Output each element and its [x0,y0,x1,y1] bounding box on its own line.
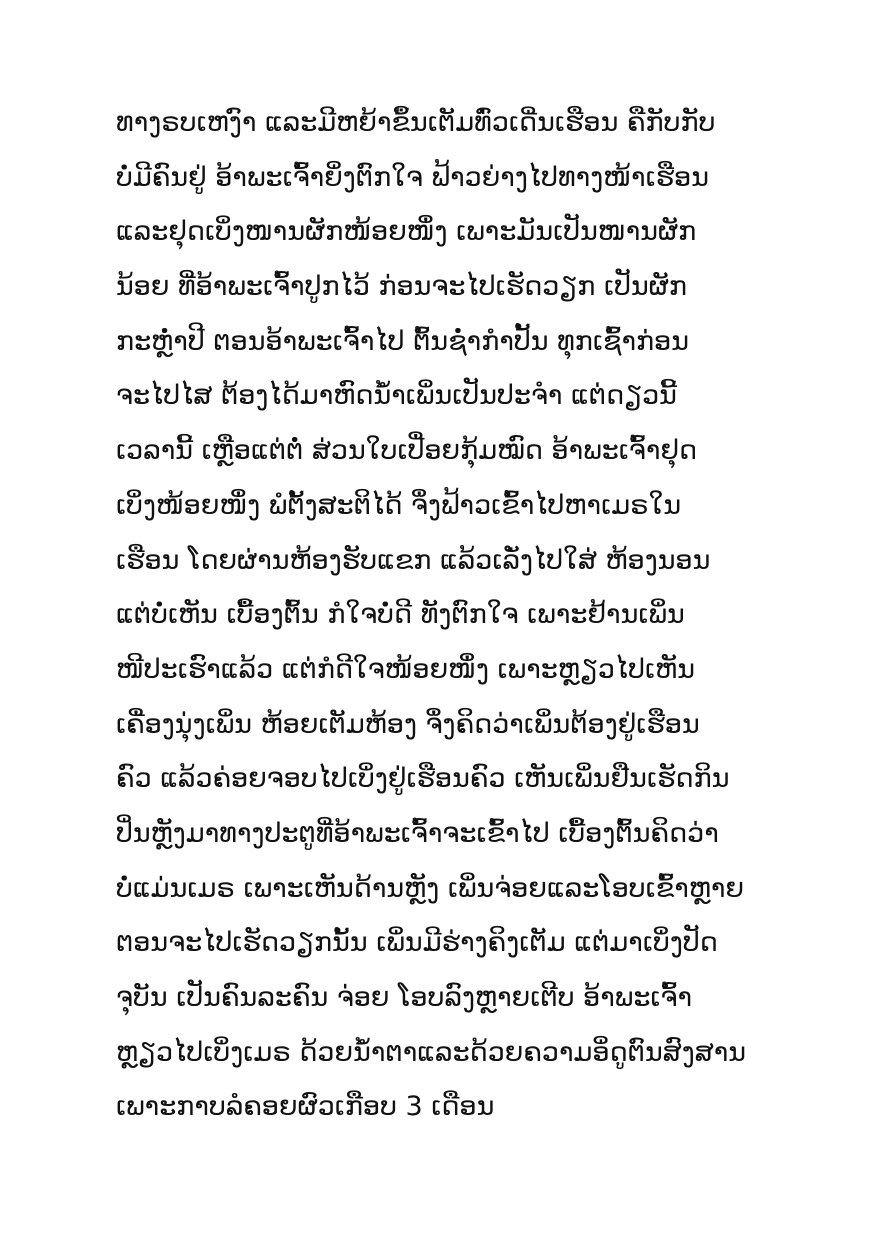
text-line-4: ນ້ອຍ ທີ່ອ້າພະເຈົ້າປູກໄວ້ ກ່ອນຈະໄປເຮັດວຽກ ເປັນຜັກ [116,271,687,303]
text-line-11: ໜີປະເຮົາແລ້ວ ແຕ່ກໍດີໃຈໜ້ອຍໜຶ່ງ ເພາະຫຼຽວໄປເຫັນ [116,653,696,685]
text-line-14: ປິ່ນຫຼັງມາທາງປະຕູທີ່ອ້າພະເຈົ້າຈະເຂົ້າໄປ ເບື້ອງຕົ້ນຄິດວ່າ [116,817,719,849]
body-text [116,96,756,1135]
text-line-2: ບໍ່ມີຄົນຢູ່ ອ້າພະເຈົ້າຍິ່ງຕົກໃຈ ຟ້າວຍ່າງໄປທາງໜ້າເຮືອນ [116,161,710,193]
text-line-12: ເຄື່ອງນຸ່ງເພິ່ນ ຫ້ອຍເຕັມຫ້ອງ ຈຶ່ງຄິດວ່າເພິ່ນຕ້ອງຢູ່ເຮືອນ [116,708,700,740]
text-line-8: ເບິ່ງໜ້ອຍໜຶ່ງ ພໍຕັ້ງສະຕິໄດ້ ຈຶ່ງຟ້າວເຂົ້າໄປຫາເມຣໃນ [116,489,682,521]
text-line-17: ຈຸບັນ ເປັນຄົນລະຄົນ ຈ່ອຍ ໂອບລົງຫຼາຍເຕີບ ອ້າພະເຈົ້າ [116,982,693,1013]
text-line-5: ກະຫຼ່ຳປີ ຕອນອ້າພະເຈົ້າໄປ ຕົ້ນຊ່ຳກຳປັ້ນ ທຸກເຊົ້າກ່ອນ [116,325,690,357]
text-line-16: ຕອນຈະໄປເຮັດວຽກນັ້ນ ເພິ່ນມີຮ່າງຄິງເຕັມ ແຕ່ມາເບິ່ງປັດ [116,927,718,959]
text-line-13: ຄົວ ແລ້ວຄ່ອຍຈອບໄປເບິ່ງຢູ່ເຮືອນຄົວ ເຫັນເພິ່ນຢືນເຮັດກິນ [116,763,730,795]
text-line-3: ແລະຢຸດເບິ່ງໜານຜັກໜ້ອຍໜຶ່ງ ເພາະມັນເປັນໜານຜັກ [116,216,697,248]
text-line-10: ແຕ່ບໍ່ເຫັນ ເບື້ອງຕົ້ນ ກໍໃຈບໍ່ດີ ທັງຕົກໃຈ ເພາະຢ້ານເພິ່ນ [116,599,685,631]
text-line-7: ເວລານີ້ ເຫຼືອແຕ່ຕໍ່ ສ່ວນໃບເປື່ອຍກຸ້ມໝົດ ອ້າພະເຈົ້າຢຸດ [116,435,698,467]
text-line-19: ເພາະກາບລໍຄອຍຜົວເກືອບ 3 ເດືອນ [116,1091,495,1123]
text-line-15: ບໍ່ແມ່ນເມຣ ເພາະເຫັນດ້ານຫຼັງ ເພິ່ນຈ່ອຍແລະໂອບເຂົ້າຫຼາຍ [116,872,745,904]
text-line-6: ຈະໄປໄສ ຕ້ອງໄດ້ມາຫົດນ້ຳເພິ່ນເປັນປະຈຳ ແຕ່ດຽວນີ້ [116,380,677,412]
text-line-1: ທາງຣບເຫງົາ ແລະມີຫຍ້າຂຶ້ນເຕັມທົ່ວເດີ່ນເຮືອນ ຄືກັບກັບ [116,107,716,138]
text-line-18: ຫຼຽວໄປເບິ່ງເມຣ ດ້ວຍນ້ຳຕາແລະດ້ວຍຄວາມອິ່ດູຕົນສົງສານ [116,1036,747,1068]
text-line-9: ເຮືອນ ໂດຍຜ່ານຫ້ອງຮັບແຂກ ແລ້ວເລັ່ງໄປໃສ່ ຫ້ອງນອນ [116,544,711,576]
